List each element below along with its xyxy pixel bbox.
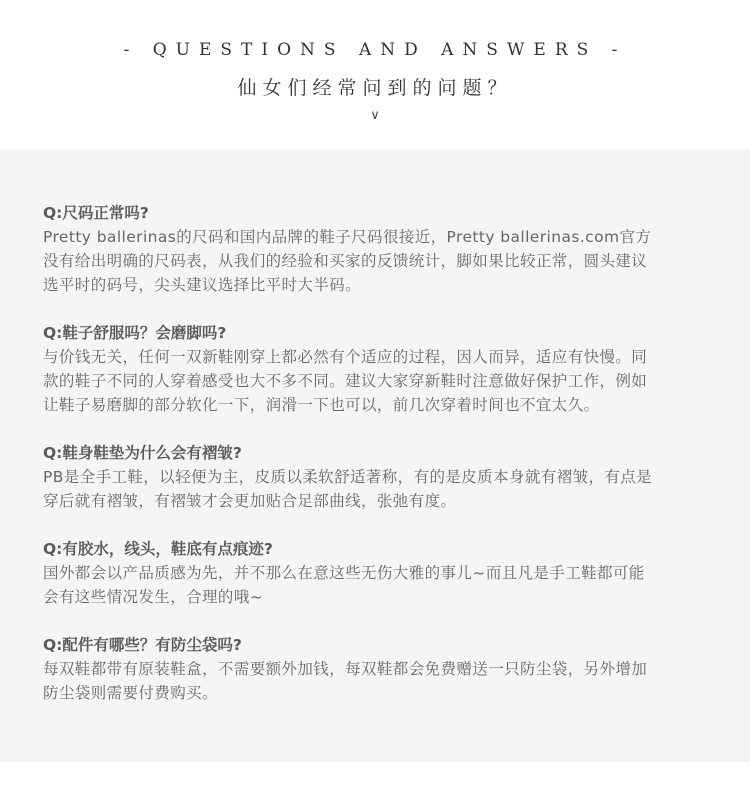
faq-answer: PB是全手工鞋，以轻便为主，皮质以柔软舒适著称，有的是皮质本身就有褶皱，有点是 穿后就有褶皱，有褶皱才会更加贴合足部曲线，张弛有度。 — [43, 468, 653, 510]
faq-item-accessories — [43, 633, 723, 705]
faq-question: Q:尺码正常吗? — [43, 204, 149, 222]
page-footer — [0, 762, 750, 800]
faq-question: Q:配件有哪些？有防尘袋吗? — [43, 636, 242, 654]
faq-question: Q:鞋子舒服吗？会磨脚吗? — [43, 324, 227, 342]
faq-section — [0, 149, 750, 762]
faq-item-size — [43, 201, 723, 297]
faq-answer: Pretty ballerinas的尺码和国内品牌的鞋子尺码很接近，Pretty ballerinas.com官方 没有给出明确的尺码表，从我们的经验和买家的反馈统计，脚如果比较正常，圆头建议 选平时的码号，尖头建议选择比平时大半码。 — [43, 228, 652, 294]
faq-item-glue — [43, 537, 723, 609]
chevron-down-icon: ∨ — [370, 108, 380, 123]
header-title-cn: 仙女们经常问到的问题？ — [237, 77, 513, 99]
faq-item-wrinkles — [43, 441, 723, 513]
faq-question: Q:有胶水，线头，鞋底有点痕迹? — [43, 540, 273, 558]
faq-item-comfort — [43, 321, 723, 417]
faq-answer: 与价钱无关，任何一双新鞋刚穿上都必然有个适应的过程，因人而异，适应有快慢。同 款的鞋子不同的人穿着感受也大不多不同。建议大家穿新鞋时注意做好保护工作，例如 让鞋子易磨脚的部分软化一下，润滑一下也可以，前几次穿着时间也不宜太久。 — [43, 348, 648, 414]
faq-header — [0, 0, 750, 149]
header-title-en: - QUESTIONS AND ANSWERS - — [123, 40, 627, 60]
faq-answer: 国外都会以产品质感为先，并不那么在意这些无伤大雅的事儿~而且凡是手工鞋都可能 会有这些情况发生，合理的哦~ — [43, 564, 645, 606]
faq-answer: 每双鞋都带有原装鞋盒，不需要额外加钱，每双鞋都会免费赠送一只防尘袋，另外增加 防尘袋则需要付费购买。 — [43, 660, 648, 702]
faq-question: Q:鞋身鞋垫为什么会有褶皱? — [43, 444, 242, 462]
faq-list — [43, 201, 723, 729]
